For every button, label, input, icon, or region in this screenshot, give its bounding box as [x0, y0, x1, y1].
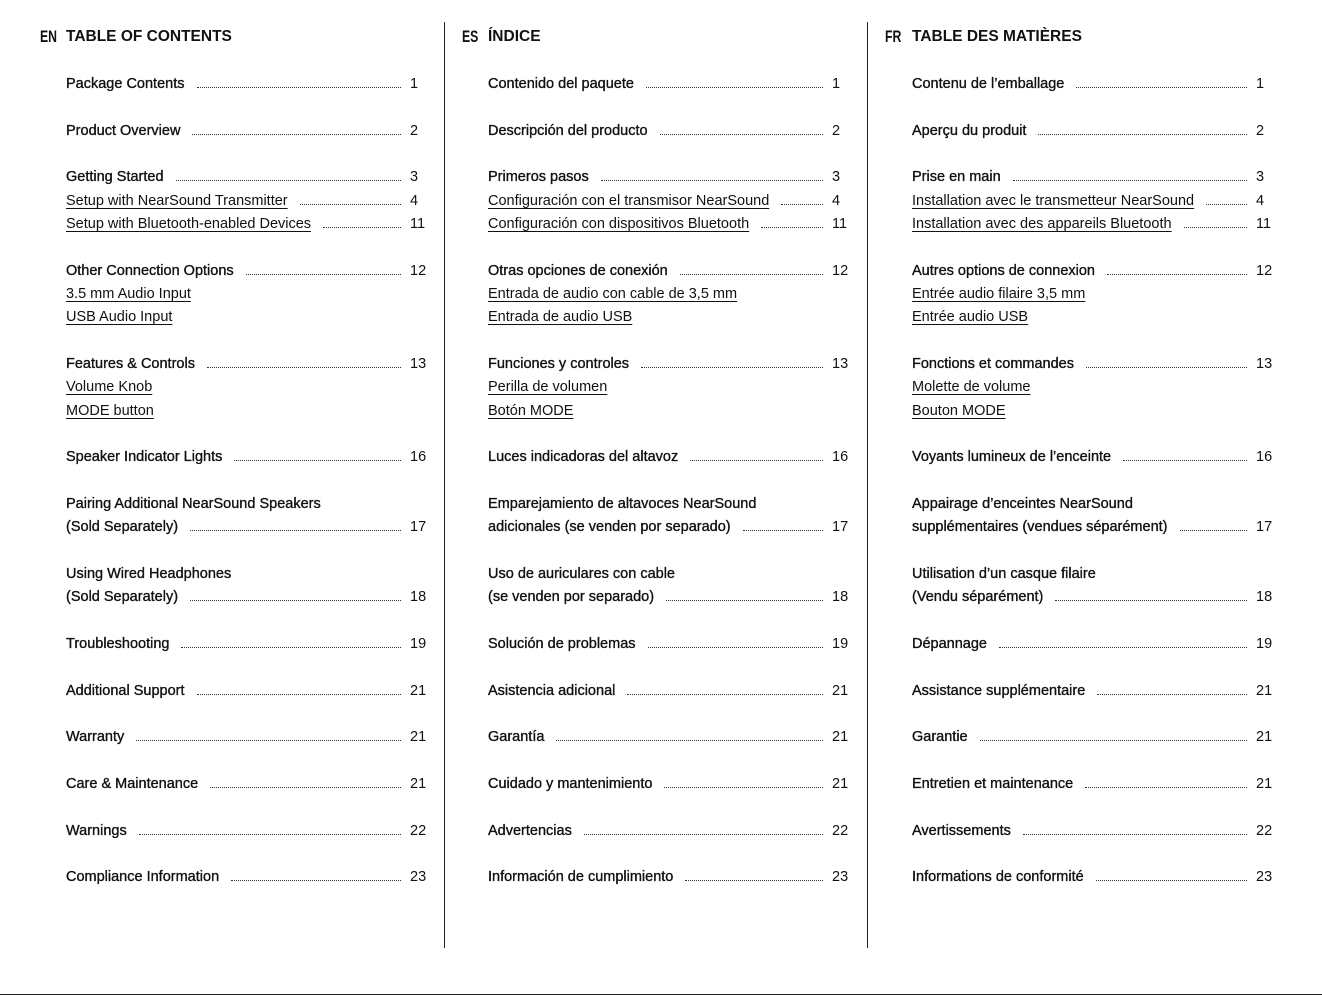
- toc-entry-label: Garantie: [912, 729, 968, 745]
- toc-entry[interactable]: [912, 307, 1280, 329]
- toc-entry: [488, 681, 856, 703]
- toc-entry-label: (se venden por separado): [488, 589, 655, 605]
- dot-leader: [1085, 787, 1247, 788]
- toc-entry-label: Contenido del paquete: [488, 76, 634, 92]
- page-number: 21: [410, 683, 427, 699]
- page-number: 22: [832, 823, 849, 839]
- dot-leader: [1206, 204, 1247, 205]
- toc-entry: [66, 354, 434, 376]
- toc-entry-label: Informations de conformité: [912, 869, 1084, 885]
- toc-entry-label: Product Overview: [66, 123, 181, 139]
- page-number: 21: [832, 683, 849, 699]
- toc-entry-label: adicionales (se venden por separado): [488, 519, 731, 535]
- toc-entry: [66, 517, 434, 539]
- toc-entry-label: Speaker Indicator Lights: [66, 449, 223, 465]
- page-number: 11: [410, 216, 426, 232]
- toc-column-es: [445, 0, 867, 996]
- toc-entry-label: (Sold Separately): [66, 519, 179, 535]
- dot-leader: [999, 647, 1247, 648]
- page-number: 13: [410, 356, 427, 372]
- toc-subentry-link[interactable]: USB Audio Input: [66, 309, 173, 325]
- dot-leader: [300, 204, 401, 205]
- toc-entry: [912, 167, 1280, 189]
- toc-title: TABLE OF CONTENTS: [66, 28, 232, 45]
- toc-column-en: [0, 0, 444, 996]
- page-number: 2: [1256, 123, 1265, 139]
- language-code: EN: [40, 27, 58, 46]
- toc-entry-label: (Sold Separately): [66, 589, 179, 605]
- dot-leader: [641, 367, 823, 368]
- page-number: 17: [832, 519, 849, 535]
- dot-leader: [1023, 834, 1247, 835]
- dot-leader: [1055, 600, 1247, 601]
- toc-entry: [66, 167, 434, 189]
- toc-entry: [912, 564, 1280, 586]
- page-number: 18: [832, 589, 849, 605]
- page-number: 11: [832, 216, 848, 232]
- toc-entry: [66, 121, 434, 143]
- toc-entry-label: Uso de auriculares con cable: [488, 566, 675, 582]
- toc-entry[interactable]: [488, 284, 856, 306]
- toc-entry-label: Contenu de l’emballage: [912, 76, 1065, 92]
- toc-subentry-link[interactable]: Entrada de audio con cable de 3,5 mm: [488, 286, 738, 302]
- toc-entry[interactable]: [912, 284, 1280, 306]
- page-number: 12: [1256, 263, 1273, 279]
- page-number: 3: [410, 169, 419, 185]
- page-number: 1: [832, 76, 841, 92]
- dot-leader: [1076, 87, 1247, 88]
- dot-leader: [980, 740, 1247, 741]
- dot-leader: [1107, 274, 1247, 275]
- dot-leader: [664, 787, 823, 788]
- toc-entry: [66, 774, 434, 796]
- page-number: 12: [832, 263, 849, 279]
- toc-entry: [66, 727, 434, 749]
- toc-entry: [488, 121, 856, 143]
- toc-entry-label: Aperçu du produit: [912, 123, 1027, 139]
- toc-entry-label: Assistance supplémentaire: [912, 683, 1086, 699]
- toc-subentry-link[interactable]: Setup with NearSound Transmitter: [66, 193, 288, 209]
- toc-subentry-link[interactable]: Molette de volume: [912, 379, 1031, 395]
- dot-leader: [190, 600, 401, 601]
- toc-entry-label: Other Connection Options: [66, 263, 234, 279]
- toc-entry-label: Warnings: [66, 823, 127, 839]
- toc-entry-label: Getting Started: [66, 169, 164, 185]
- page-number: 19: [832, 636, 849, 652]
- page-number: 21: [410, 729, 427, 745]
- toc-entry: [912, 634, 1280, 656]
- toc-entry[interactable]: [66, 284, 434, 306]
- toc-header: [868, 26, 1322, 46]
- page-number: 19: [1256, 636, 1273, 652]
- toc-entry[interactable]: [488, 214, 856, 236]
- toc-entry-label: Appairage d’enceintes NearSound: [912, 496, 1133, 512]
- page-number: 23: [832, 869, 849, 885]
- toc-header: [0, 26, 444, 46]
- toc-subentry-link[interactable]: Botón MODE: [488, 403, 574, 419]
- toc-entry-label: supplémentaires (vendues séparément): [912, 519, 1168, 535]
- toc-entry-label: Features & Controls: [66, 356, 195, 372]
- page-number: 1: [1256, 76, 1265, 92]
- toc-entry: [912, 587, 1280, 609]
- toc-entry: [488, 564, 856, 586]
- dot-leader: [690, 460, 823, 461]
- toc-entry-label: Garantía: [488, 729, 545, 745]
- page-number: 16: [410, 449, 427, 465]
- toc-entry-label: Troubleshooting: [66, 636, 170, 652]
- page-number: 1: [410, 76, 419, 92]
- dot-leader: [781, 204, 823, 205]
- dot-leader: [197, 87, 401, 88]
- toc-subentry-link[interactable]: Setup with Bluetooth-enabled Devices: [66, 216, 312, 232]
- toc-entry-label: Otras opciones de conexión: [488, 263, 668, 279]
- toc-entry-label: Avertissements: [912, 823, 1011, 839]
- language-code: ES: [462, 27, 479, 46]
- toc-entry-label: Voyants lumineux de l’enceinte: [912, 449, 1112, 465]
- toc-entry: [912, 494, 1280, 516]
- dot-leader: [192, 134, 401, 135]
- dot-leader: [176, 180, 401, 181]
- toc-entry[interactable]: [66, 377, 434, 399]
- toc-entry[interactable]: [912, 377, 1280, 399]
- toc-entry: [488, 774, 856, 796]
- page-number: 23: [1256, 869, 1273, 885]
- toc-entry-label: Pairing Additional NearSound Speakers: [66, 496, 321, 512]
- dot-leader: [601, 180, 823, 181]
- page-number: 21: [1256, 776, 1273, 792]
- toc-entry[interactable]: [912, 401, 1280, 423]
- toc-entry-label: Información de cumplimiento: [488, 869, 674, 885]
- dot-leader: [627, 694, 823, 695]
- toc-entry[interactable]: [488, 307, 856, 329]
- page-number: 22: [1256, 823, 1273, 839]
- dot-leader: [210, 787, 401, 788]
- toc-entry: [66, 564, 434, 586]
- toc-entry: [488, 74, 856, 96]
- dot-leader: [646, 87, 823, 88]
- toc-entry[interactable]: [488, 377, 856, 399]
- page-number: 22: [410, 823, 427, 839]
- dot-leader: [648, 647, 823, 648]
- page-number: 13: [1256, 356, 1273, 372]
- dot-leader: [1086, 367, 1247, 368]
- dot-leader: [207, 367, 401, 368]
- page-number: 17: [410, 519, 427, 535]
- toc-subentry-link[interactable]: Entrée audio filaire 3,5 mm: [912, 286, 1086, 302]
- toc-entry: [66, 587, 434, 609]
- language-code: FR: [885, 27, 902, 46]
- dot-leader: [136, 740, 401, 741]
- page-number: 21: [832, 776, 849, 792]
- dot-leader: [181, 647, 401, 648]
- toc-entry-label: Solución de problemas: [488, 636, 636, 652]
- page-number: 19: [410, 636, 427, 652]
- toc-entry: [912, 354, 1280, 376]
- toc-subentry-link[interactable]: 3.5 mm Audio Input: [66, 286, 191, 302]
- toc-entry: [66, 821, 434, 843]
- dot-leader: [1013, 180, 1247, 181]
- dot-leader: [743, 530, 823, 531]
- toc-entry: [488, 517, 856, 539]
- toc-entry: [912, 681, 1280, 703]
- toc-entry: [912, 261, 1280, 283]
- page-number: 16: [1256, 449, 1273, 465]
- dot-leader: [660, 134, 823, 135]
- toc-column-fr: [868, 0, 1322, 996]
- toc-entry-label: Entretien et maintenance: [912, 776, 1074, 792]
- page-number: 21: [410, 776, 427, 792]
- dot-leader: [323, 227, 401, 228]
- toc-entry: [488, 587, 856, 609]
- toc-entry-label: Funciones y controles: [488, 356, 630, 372]
- toc-subentry-link[interactable]: Installation avec des appareils Bluetooth: [912, 216, 1172, 232]
- dot-leader: [556, 740, 823, 741]
- toc-entry: [488, 867, 856, 889]
- toc-subentry-link[interactable]: Configuración con el transmisor NearSound: [488, 193, 770, 209]
- toc-entry: [912, 774, 1280, 796]
- page-number: 17: [1256, 519, 1273, 535]
- toc-entry: [66, 681, 434, 703]
- toc-entry-label: Emparejamiento de altavoces NearSound: [488, 496, 757, 512]
- toc-entry[interactable]: [488, 191, 856, 213]
- page-number: 21: [1256, 729, 1273, 745]
- toc-entry: [66, 261, 434, 283]
- page-number: 21: [832, 729, 849, 745]
- toc-entry: [66, 867, 434, 889]
- page-number: 13: [832, 356, 849, 372]
- dot-leader: [246, 274, 401, 275]
- toc-entry-label: Fonctions et commandes: [912, 356, 1074, 372]
- toc-entry-label: Warranty: [66, 729, 125, 745]
- toc-entry: [488, 354, 856, 376]
- toc-entry[interactable]: [66, 401, 434, 423]
- toc-entry-label: Prise en main: [912, 169, 1001, 185]
- page-number: 2: [832, 123, 841, 139]
- toc-entry: [488, 447, 856, 469]
- dot-leader: [584, 834, 823, 835]
- toc-entry-label: (Vendu séparément): [912, 589, 1044, 605]
- toc-title: ÍNDICE: [488, 28, 541, 45]
- toc-entry-label: Asistencia adicional: [488, 683, 616, 699]
- toc-entry-label: Care & Maintenance: [66, 776, 199, 792]
- dot-leader: [1097, 694, 1247, 695]
- toc-entry: [912, 821, 1280, 843]
- toc-entry: [912, 727, 1280, 749]
- toc-entry: [488, 167, 856, 189]
- toc-entry[interactable]: [66, 214, 434, 236]
- page-number: 23: [410, 869, 427, 885]
- page-number: 18: [410, 589, 427, 605]
- page-number: 18: [1256, 589, 1273, 605]
- dot-leader: [680, 274, 823, 275]
- toc-entry: [488, 821, 856, 843]
- dot-leader: [197, 694, 401, 695]
- toc-entry-label: Autres options de connexion: [912, 263, 1095, 279]
- toc-entry-label: Luces indicadoras del altavoz: [488, 449, 679, 465]
- toc-entry[interactable]: [912, 214, 1280, 236]
- toc-entry-label: Utilisation d’un casque filaire: [912, 566, 1096, 582]
- toc-entry: [912, 74, 1280, 96]
- toc-entry-label: Cuidado y mantenimiento: [488, 776, 653, 792]
- toc-entry-label: Dépannage: [912, 636, 987, 652]
- dot-leader: [1184, 227, 1247, 228]
- toc-entry: [66, 74, 434, 96]
- toc-subentry-link[interactable]: Bouton MODE: [912, 403, 1006, 419]
- toc-entry[interactable]: [912, 191, 1280, 213]
- toc-subentry-link[interactable]: MODE button: [66, 403, 154, 419]
- dot-leader: [761, 227, 823, 228]
- toc-entry: [912, 867, 1280, 889]
- toc-entry: [488, 634, 856, 656]
- toc-entry[interactable]: [488, 401, 856, 423]
- page-number: 3: [1256, 169, 1265, 185]
- dot-leader: [234, 460, 401, 461]
- toc-entry: [488, 494, 856, 516]
- toc-entry-label: Compliance Information: [66, 869, 220, 885]
- page-number: 2: [410, 123, 419, 139]
- toc-entry-label: Primeros pasos: [488, 169, 589, 185]
- toc-entry: [66, 494, 434, 516]
- toc-subentry-link[interactable]: Installation avec le transmetteur NearSound: [912, 193, 1195, 209]
- toc-entry-label: Using Wired Headphones: [66, 566, 232, 582]
- toc-entry: [488, 727, 856, 749]
- toc-entry-label: Package Contents: [66, 76, 185, 92]
- toc-entry: [488, 261, 856, 283]
- toc-entry[interactable]: [66, 191, 434, 213]
- page-number: 4: [1256, 193, 1265, 209]
- dot-leader: [1123, 460, 1247, 461]
- toc-subentry-link[interactable]: Configuración con dispositivos Bluetooth: [488, 216, 750, 232]
- toc-entry-label: Advertencias: [488, 823, 572, 839]
- toc-title: TABLE DES MATIÈRES: [912, 28, 1082, 45]
- page-number: 3: [832, 169, 841, 185]
- toc-header: [445, 26, 867, 46]
- page-number: 16: [832, 449, 849, 465]
- dot-leader: [666, 600, 823, 601]
- dot-leader: [1096, 880, 1247, 881]
- toc-entry[interactable]: [66, 307, 434, 329]
- toc-entry: [66, 634, 434, 656]
- dot-leader: [685, 880, 823, 881]
- toc-entry: [66, 447, 434, 469]
- page-number: 4: [410, 193, 419, 209]
- toc-subentry-link[interactable]: Entrée audio USB: [912, 309, 1029, 325]
- toc-subentry-link[interactable]: Perilla de volumen: [488, 379, 608, 395]
- page-number: 11: [1256, 216, 1272, 232]
- toc-subentry-link[interactable]: Entrada de audio USB: [488, 309, 633, 325]
- page-number: 21: [1256, 683, 1273, 699]
- toc-entry-label: Descripción del producto: [488, 123, 648, 139]
- page-number: 12: [410, 263, 427, 279]
- toc-entry-label: Additional Support: [66, 683, 185, 699]
- toc-entry: [912, 447, 1280, 469]
- dot-leader: [231, 880, 401, 881]
- toc-entry: [912, 121, 1280, 143]
- toc-subentry-link[interactable]: Volume Knob: [66, 379, 153, 395]
- dot-leader: [1180, 530, 1247, 531]
- page-number: 4: [832, 193, 841, 209]
- dot-leader: [139, 834, 401, 835]
- toc-entry: [912, 517, 1280, 539]
- dot-leader: [1038, 134, 1247, 135]
- dot-leader: [190, 530, 401, 531]
